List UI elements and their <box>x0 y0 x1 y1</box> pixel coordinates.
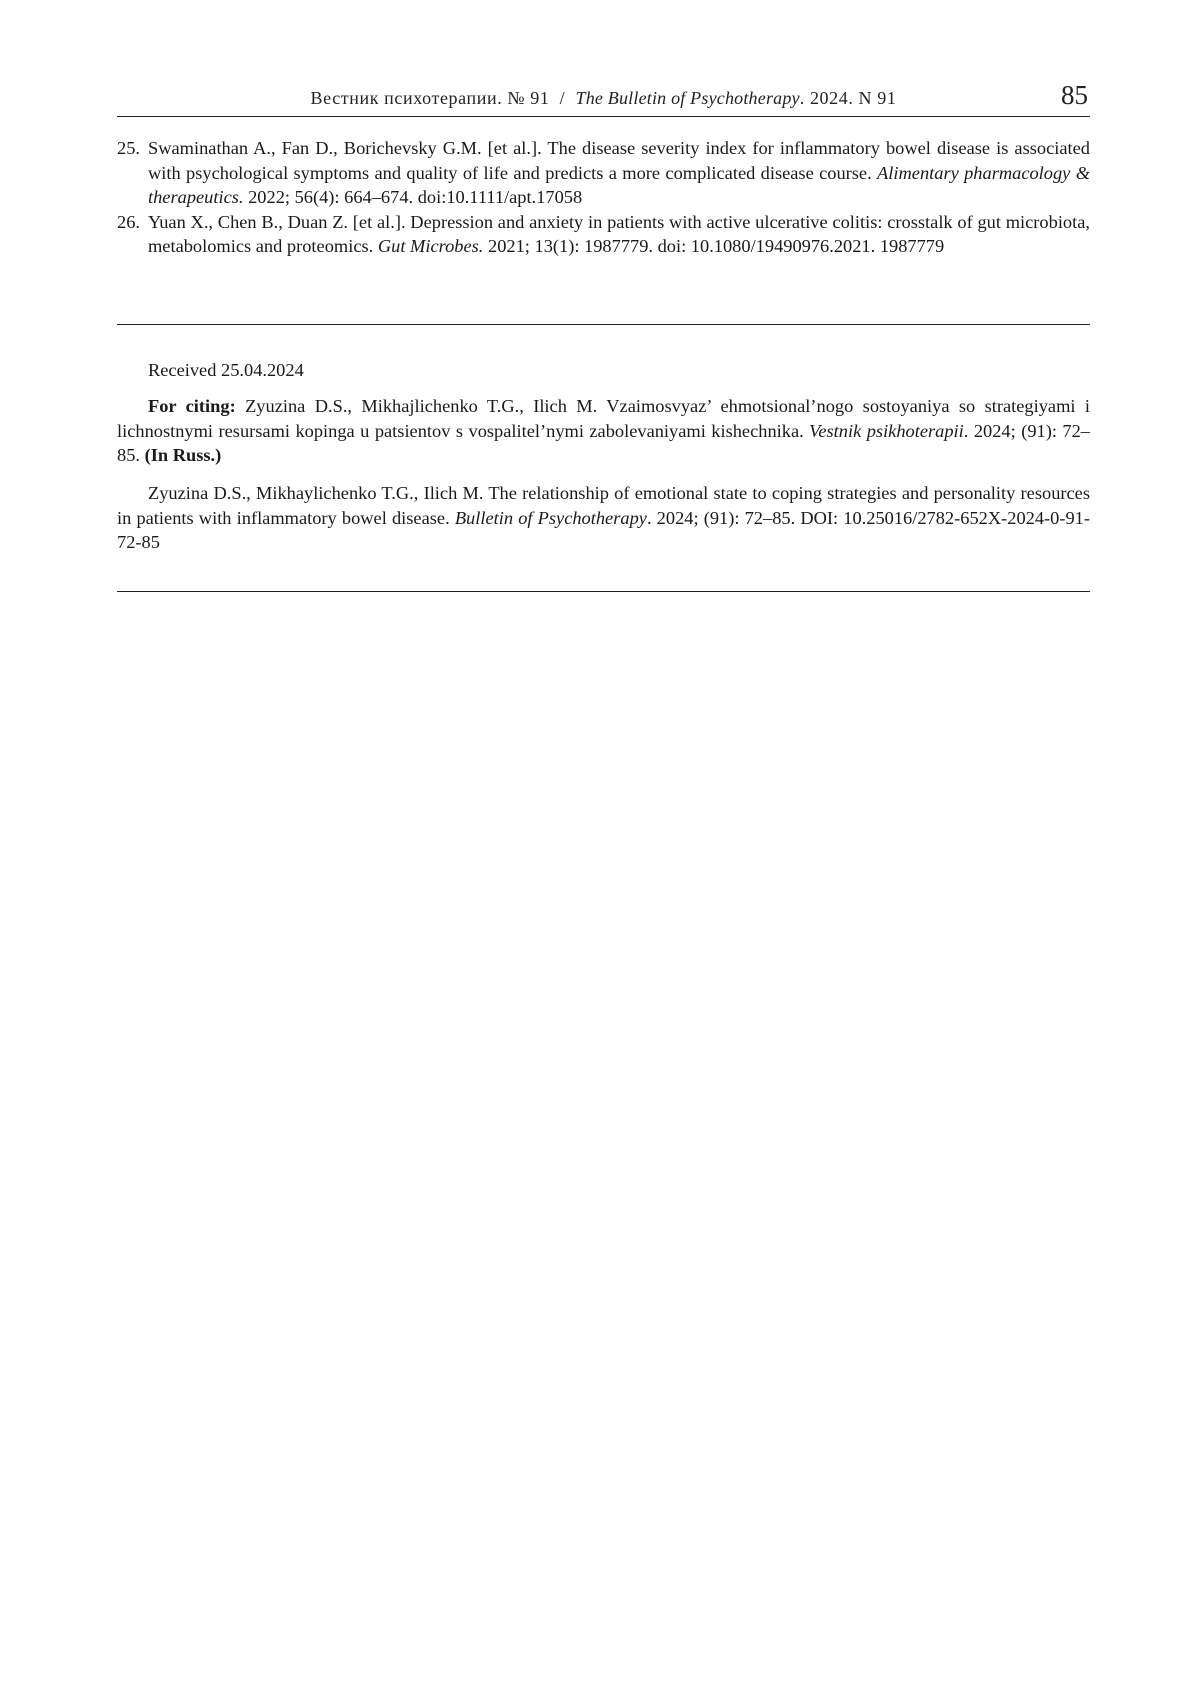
reference-details: 2022; 56(4): 664–674. doi:10.1111/apt.17058 <box>243 187 583 207</box>
journal-title-en: The Bulletin of Psychotherapy <box>575 88 800 108</box>
citation-details: . 2024; (91): 72–85. <box>117 420 1090 465</box>
citation-english <box>117 481 1090 555</box>
citation-text: Zyuzina D.S., Mikhajlichenko T.G., Ilich M. Vzaimosvyaz’ ehmotsional’nogo sostoyaniya so strategiyami i lichnostnymi resursami kopinga u patsientov s vospalitel’nymi zabolevaniyami kishechnika. <box>117 396 1090 441</box>
citation-russian <box>117 394 1090 468</box>
received-date: Received 25.04.2024 <box>148 360 304 380</box>
citation-label: For citing: <box>148 396 236 416</box>
header-separator: / <box>559 88 566 108</box>
section-divider <box>117 591 1090 592</box>
reference-journal: Alimentary pharmacology & therapeutics. <box>148 162 1090 207</box>
journal-title-ru: Вестник психотерапии. № 91 <box>310 88 550 108</box>
reference-number: 25. <box>117 138 140 158</box>
reference-text: Swaminathan A., Fan D., Borichevsky G.M. [et al.]. The disease severity index for inflammatory bowel disease is associated with psychological symptoms and quality of life and predicts a more complicated disease course. <box>148 138 1090 183</box>
running-header <box>117 80 1090 117</box>
reference-details: 2021; 13(1): 1987779. doi: 10.1080/19490976.2021. 1987779 <box>483 236 945 256</box>
reference-number: 26. <box>117 211 140 232</box>
journal-issue: . 2024. N 91 <box>799 88 897 108</box>
page-number: 85 <box>1061 80 1088 110</box>
citation-language-note: (In Russ.) <box>144 445 222 465</box>
reference-text: Yuan X., Chen B., Duan Z. [et al.]. Depression and anxiety in patients with active ulcerative colitis: crosstalk of gut microbiota, metabolomics and proteomics. <box>148 211 1090 256</box>
section-divider <box>117 324 1090 325</box>
reference-item <box>117 136 1090 210</box>
journal-title <box>117 88 1090 109</box>
citation-text: Zyuzina D.S., Mikhaylichenko T.G., Ilich M. The relationship of emotional state to coping strategies and personality resources in patients with inflammatory bowel disease. <box>117 483 1090 528</box>
citation-details: . 2024; (91): 72–85. DOI: 10.25016/2782-652X-2024-0-91-72-85 <box>117 507 1090 552</box>
reference-journal: Gut Microbes. <box>377 236 484 256</box>
reference-list <box>117 136 1090 259</box>
citation-journal: Bulletin of Psychotherapy <box>454 507 647 528</box>
citation-journal: Vestnik psikhoterapii <box>809 420 964 441</box>
reference-item <box>117 210 1090 259</box>
